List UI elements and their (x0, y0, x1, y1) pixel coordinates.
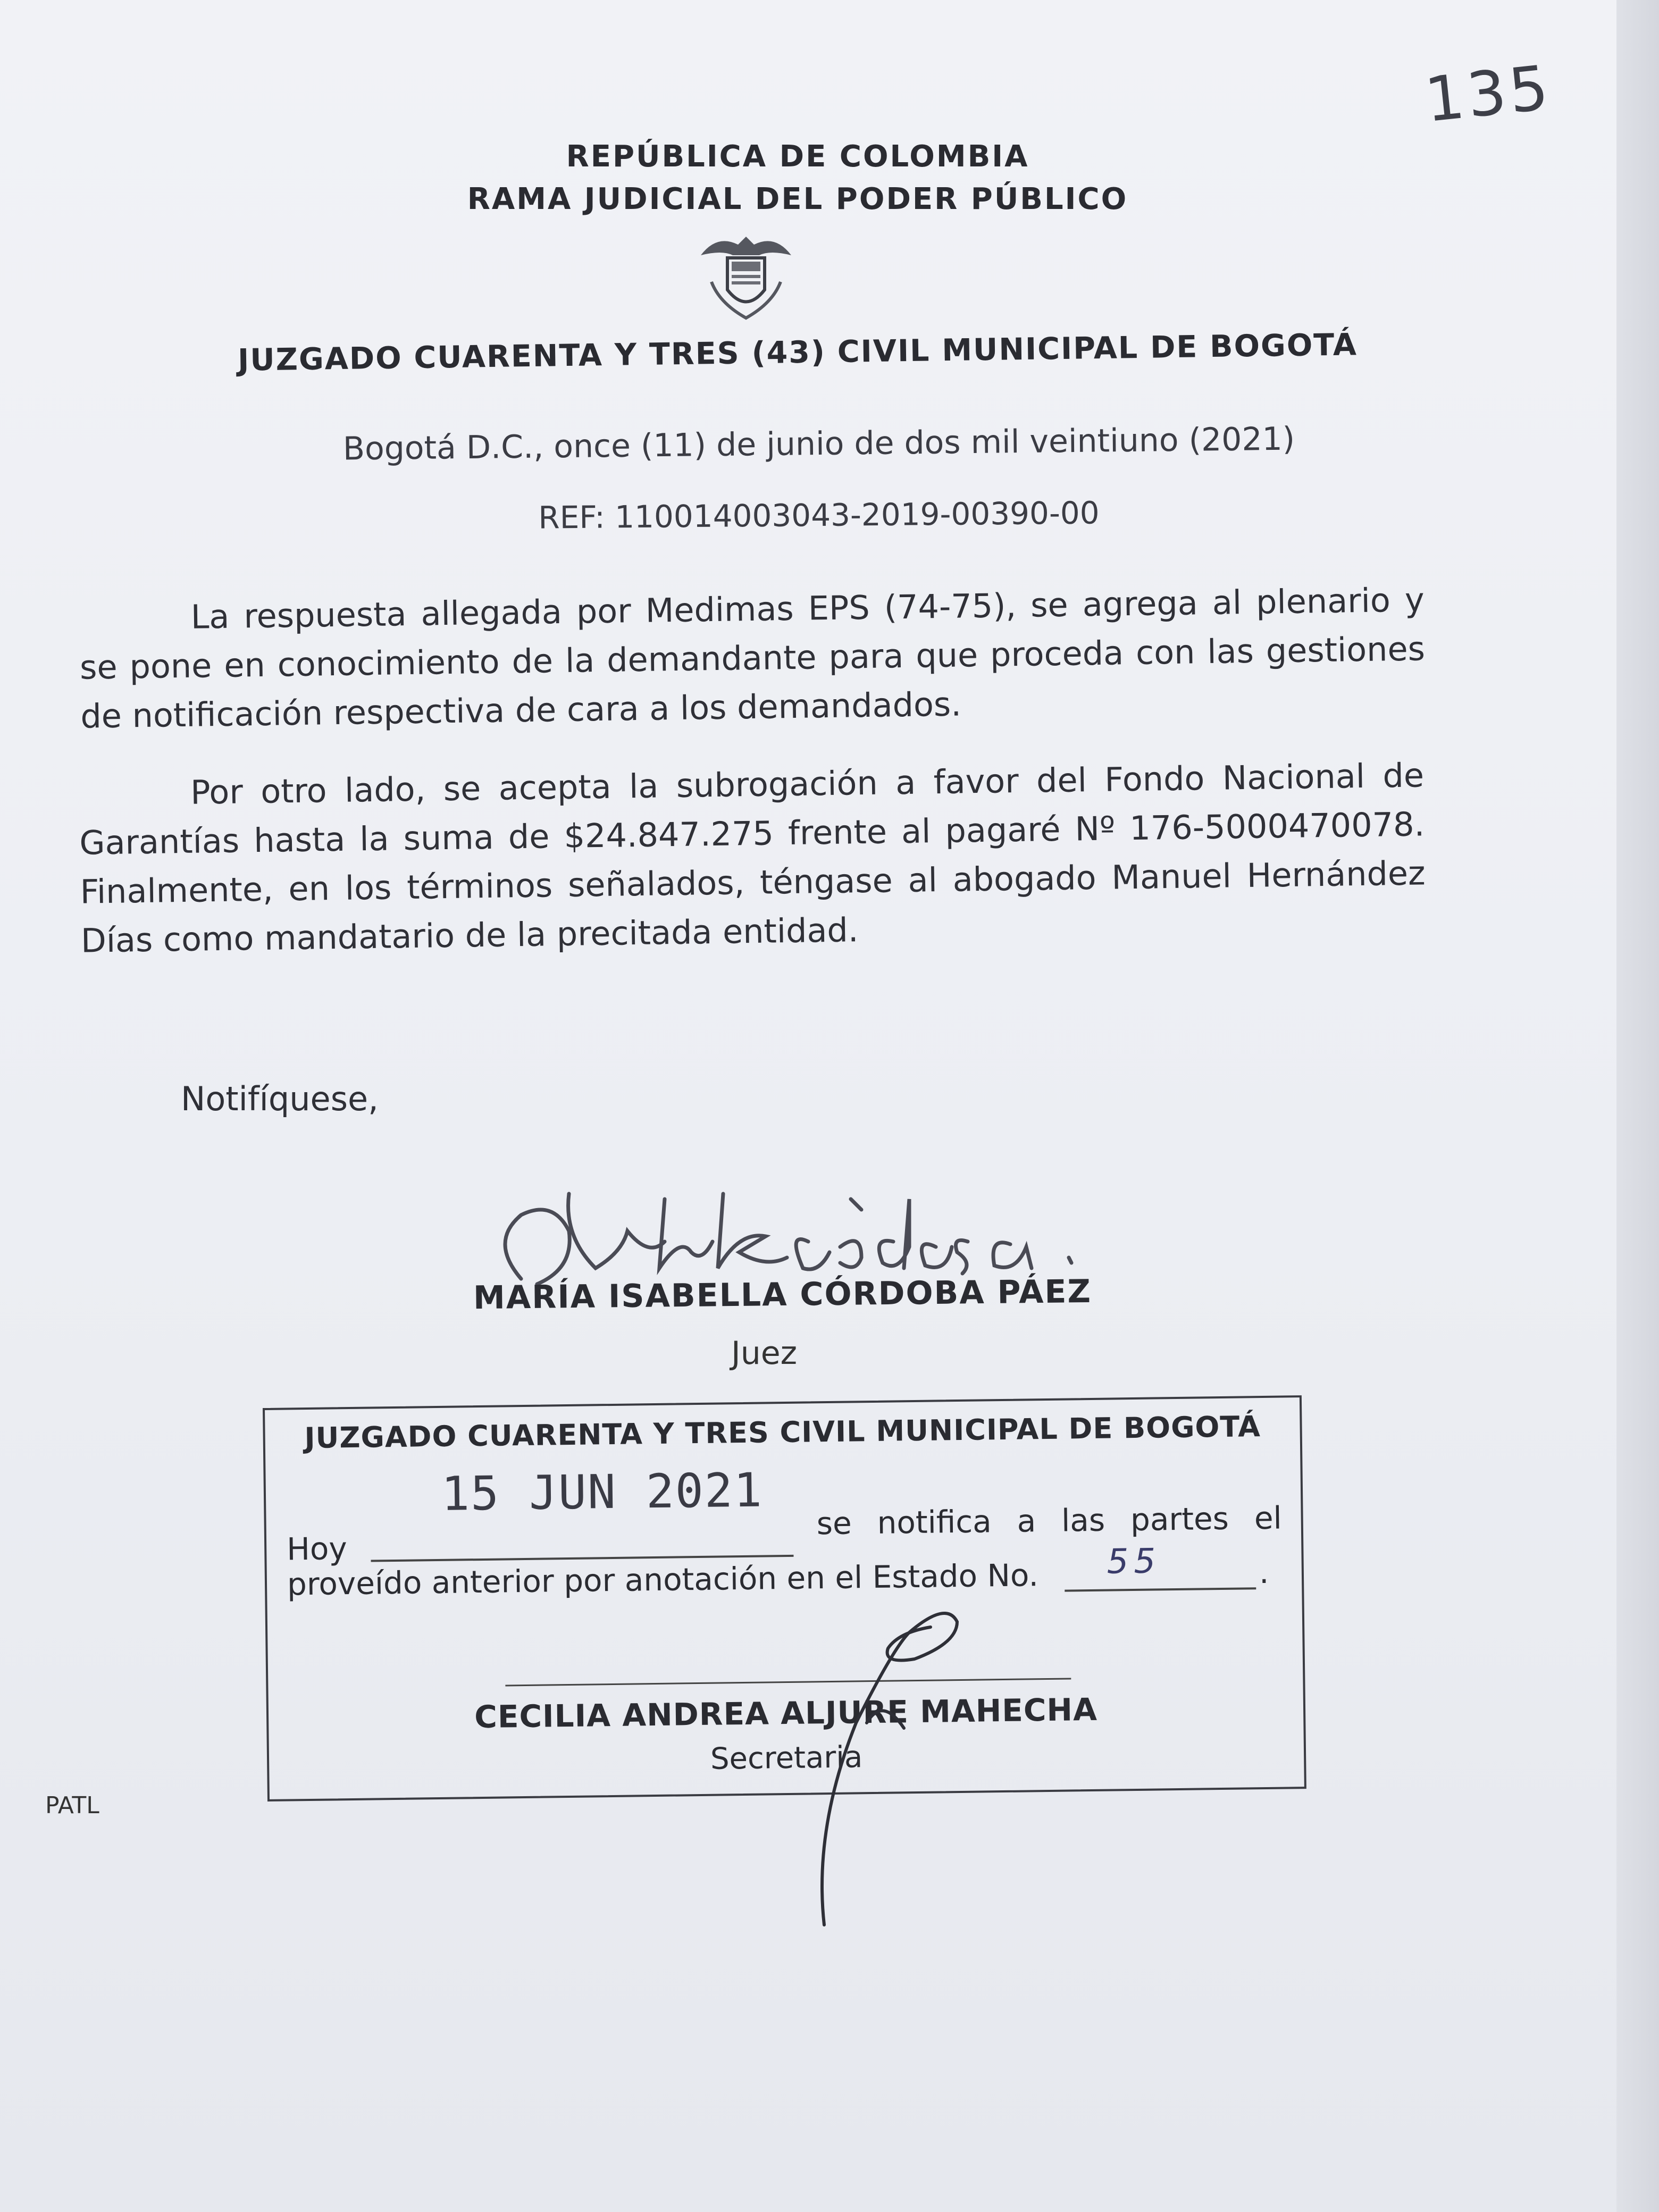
header-country: REPÚBLICA DE COLOMBIA (566, 139, 1029, 174)
document-date: Bogotá D.C., once (11) de junio de dos mil veintiuno (2021) (342, 420, 1295, 468)
secretary-role: Secretaria (710, 1740, 863, 1777)
stamp-estado-number: 55 (1107, 1541, 1161, 1582)
secretary-name: CECILIA ANDREA ALJURE MAHECHA (474, 1691, 1098, 1736)
court-name: JUZGADO CUARENTA Y TRES (43) CIVIL MUNICIPAL DE BOGOTÁ (237, 327, 1358, 378)
stamp-proveido-text: proveído anterior por anotación en el Estado No. (287, 1557, 1039, 1603)
case-reference: REF: 110014003043-2019-00390-00 (538, 495, 1100, 536)
closing-text: Notifíquese, (181, 1079, 379, 1118)
stamp-end-punct: . (1259, 1554, 1269, 1591)
stamp-title: JUZGADO CUARENTA Y TRES CIVIL MUNICIPAL DE BOGOTÁ (304, 1410, 1261, 1455)
paragraph-2: Por otro lado, se acepta la subrogación a favor del Fondo Nacional de Garantías hasta la suma de $24.847.275 frente al pagaré Nº 176-5000470078. Finalmente, en los términos señalados, téngase al abogado Manuel Hernández Días como mandatario de la precitada entidad. (79, 756, 1426, 960)
coat-of-arms-icon (690, 223, 802, 324)
stamp-estado-blank-line (1065, 1587, 1256, 1591)
stamp-notifica-text: se notifica a las partes el (816, 1499, 1283, 1542)
stamp-date: 15 JUN 2021 (441, 1462, 764, 1521)
stamp-hoy-label: Hoy (286, 1530, 348, 1568)
page-edge-shadow (1616, 0, 1659, 2212)
secretary-signature (734, 1590, 973, 1930)
handwritten-page-number: 135 (1421, 52, 1555, 137)
paragraph-1: La respuesta allegada por Medimas EPS (74-75), se agrega al plenario y se pone en conocimiento de la demandante para que proceda con las gestiones de notificación respectiva de cara a los demandados. (79, 580, 1426, 736)
judge-name: MARÍA ISABELLA CÓRDOBA PÁEZ (473, 1272, 1092, 1317)
judge-role: Juez (731, 1335, 798, 1372)
header-branch: RAMA JUDICIAL DEL PODER PÚBLICO (467, 182, 1128, 216)
typist-initials: PATL (45, 1792, 99, 1819)
